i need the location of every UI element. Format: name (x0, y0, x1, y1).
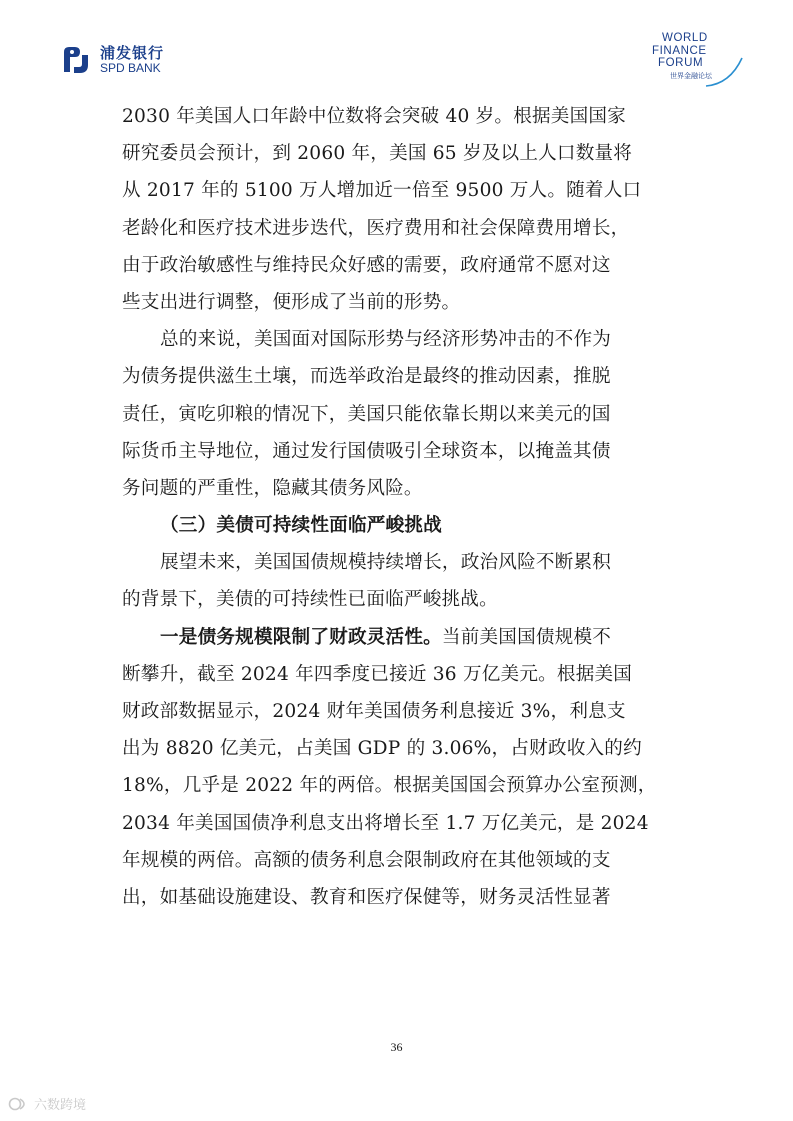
watermark (8, 1094, 86, 1113)
wff-logo-line-2: FINANCE (652, 44, 707, 57)
body-line: 出，如基础设施建设、教育和医疗保健等，财务灵活性显著 (122, 886, 611, 908)
body-line: 展望未来，美国国债规模持续增长，政治风险不断累积 (160, 552, 612, 574)
body-line: 些支出进行调整，便形成了当前的形势。 (122, 291, 461, 313)
watermark-logo-icon (8, 1096, 30, 1112)
spd-bank-logo (58, 42, 164, 78)
spd-bank-logo-en: SPD BANK (100, 60, 161, 75)
body-line: 年规模的两倍。高额的债务利息会限制政府在其他领域的支 (122, 849, 611, 871)
body-line-continuation: 当前美国国债规模不 (441, 626, 612, 648)
body-line-with-lead (122, 619, 674, 656)
body-text (122, 98, 674, 916)
section-heading: （三）美债可持续性面临严峻挑战 (160, 515, 442, 537)
body-line: 2030 年美国人口年龄中位数将会突破 40 岁。根据美国国家 (122, 106, 626, 127)
watermark-text: 六数跨境 (34, 1098, 87, 1113)
body-line: 出为 8820 亿美元，占美国 GDP 的 3.06%，占财政收入的约 (122, 738, 642, 760)
body-line: 断攀升，截至 2024 年四季度已接近 36 万亿美元。根据美国 (122, 663, 633, 685)
world-finance-forum-logo (650, 32, 746, 92)
body-line: 务问题的严重性，隐藏其债务风险。 (122, 477, 423, 499)
body-line: 老龄化和医疗技术进步迭代，医疗费用和社会保障费用增长， (122, 217, 630, 239)
wff-logo-arc-icon (702, 56, 746, 90)
body-line: 2034 年美国国债净利息支出将增长至 1.7 万亿美元，是 2024 (122, 812, 649, 834)
body-line: 总的来说，美国面对国际形势与经济形势冲击的不作为 (160, 329, 612, 351)
wff-logo-line-1: WORLD (662, 32, 708, 44)
wff-logo-line-3: FORUM (658, 57, 704, 69)
body-line: 研究委员会预计，到 2060 年，美国 65 岁及以上人口数量将 (122, 143, 633, 165)
body-line: 从 2017 年的 5100 万人增加近一倍至 9500 万人。随着人口 (122, 180, 642, 202)
body-line: 18%，几乎是 2022 年的两倍。根据美国国会预算办公室预测， (122, 775, 657, 797)
spd-bank-logo-mark-icon (58, 42, 94, 78)
body-line: 财政部数据显示，2024 财年美国债务利息接近 3%，利息支 (122, 701, 626, 722)
body-line: 的背景下，美债的可持续性已面临严峻挑战。 (122, 589, 498, 611)
body-line: 责任，寅吃卯粮的情况下，美国只能依靠长期以来美元的国 (122, 403, 611, 425)
body-line: 际货币主导地位，通过发行国债吸引全球资本，以掩盖其债 (122, 440, 611, 462)
body-line: 为债务提供滋生土壤，而选举政治是最终的推动因素，推脱 (122, 366, 611, 388)
page-number: 36 (390, 1040, 403, 1054)
wff-logo-subtitle: 世界金融论坛 (670, 71, 712, 80)
spd-bank-logo-cn: 浦发银行 (100, 43, 165, 62)
bold-lead-sentence: 一是债务规模限制了财政灵活性。 (160, 626, 442, 648)
body-line: 由于政治敏感性与维持民众好感的需要，政府通常不愿对这 (122, 254, 611, 276)
